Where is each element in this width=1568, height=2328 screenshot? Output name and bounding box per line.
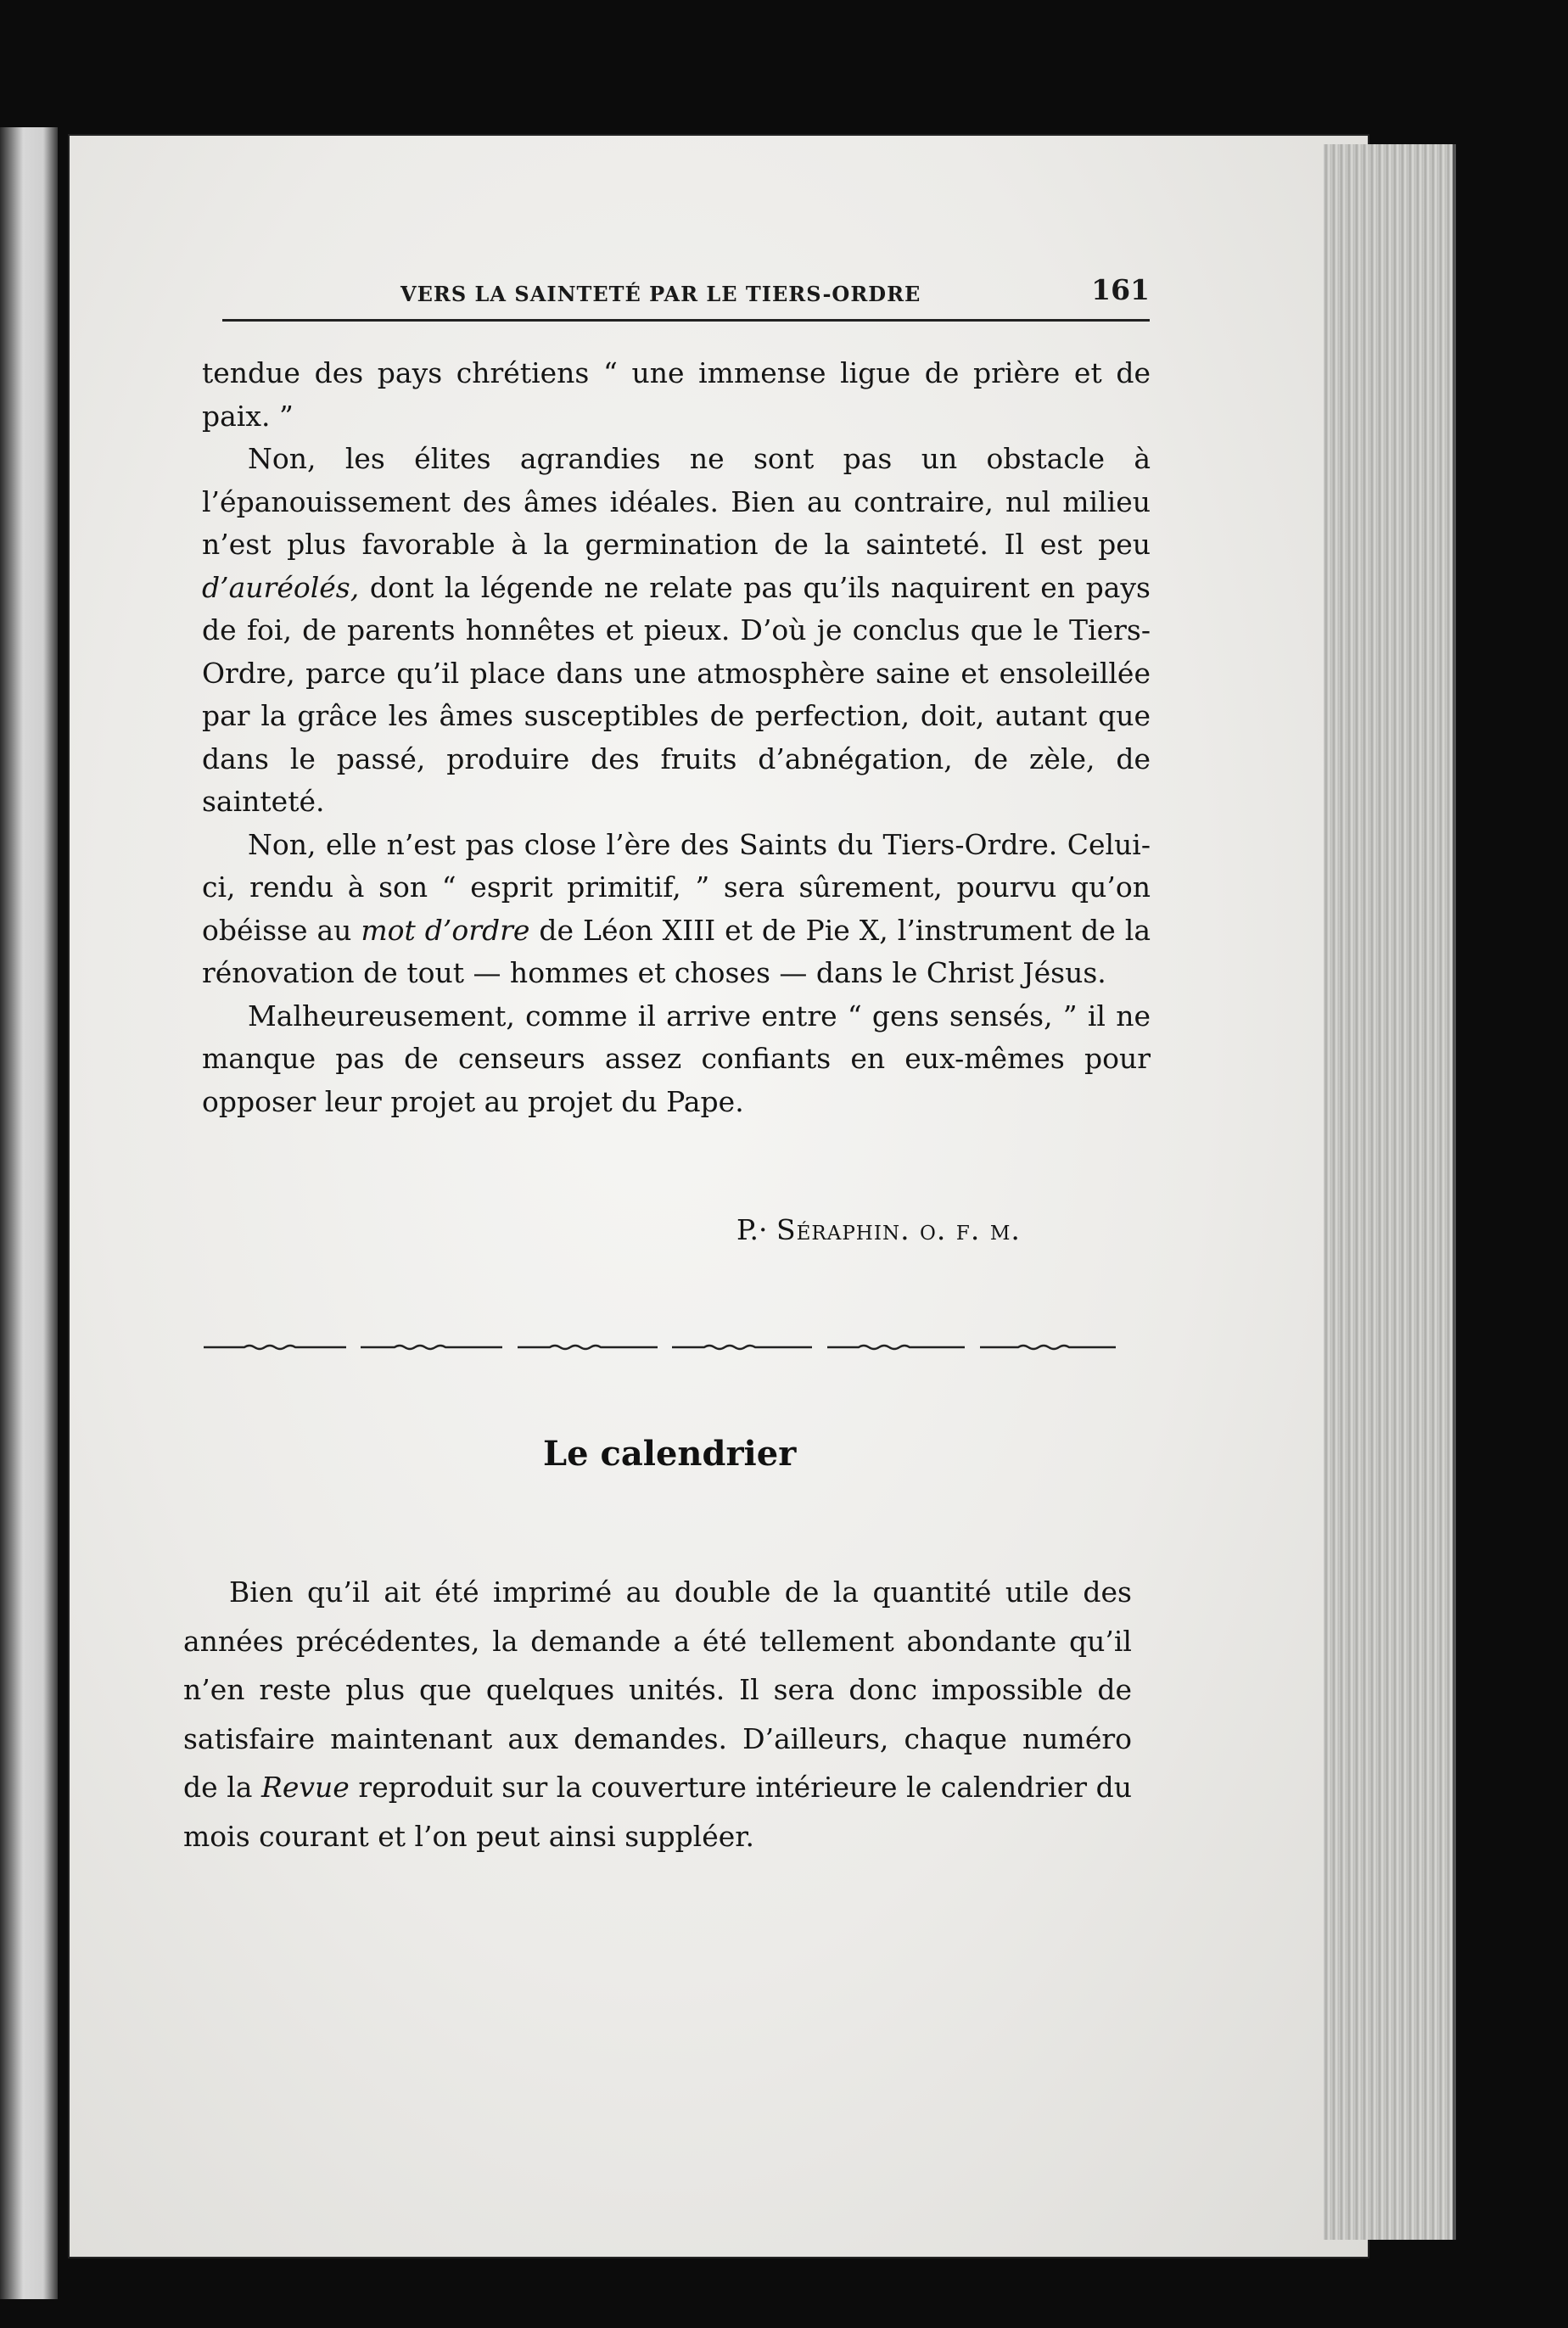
signature-order: o. f. m. <box>910 1213 1021 1246</box>
running-head: VERS LA SAINTETÉ PAR LE TIERS-ORDRE <box>400 282 921 306</box>
text-run: tendue des pays chrétiens “ une immense ligue de prière et de paix. ” <box>202 356 1151 433</box>
paragraph <box>202 438 1151 824</box>
text-run: Non, les élites agrandies ne sont pas un obstacle à l’épanouissement des âmes idéales. Bien au contraire, nul milieu n’est plus favorable à la germination de la sainteté. Il est peu <box>202 442 1151 561</box>
paragraph <box>202 995 1151 1124</box>
adjacent-page-edge <box>0 127 58 2299</box>
author-signature <box>736 1213 1021 1246</box>
header-rule <box>222 319 1150 322</box>
italic-run: d’auréolés, <box>202 570 360 604</box>
text-run: reproduit sur la couverture intérieure le calendrier du mois courant et l’on peut ainsi suppléer. <box>183 1771 1132 1853</box>
section-title: Le calendrier <box>543 1434 797 1474</box>
section-separator <box>204 1342 1116 1352</box>
paragraph <box>183 1568 1132 1861</box>
signature-name: Séraphin. <box>776 1213 910 1246</box>
signature-prefix: P.· <box>736 1213 776 1246</box>
page-stack-edges <box>1324 144 1456 2240</box>
article-body <box>202 352 1151 1123</box>
text-run: de Léon XIII et de Pie X, l’instrument de la rénovation de tout — hommes et choses — dans le Christ Jésus. <box>202 913 1151 989</box>
text-run: Malheureusement, comme il arrive entre “ gens sensés, ” il ne manque pas de censeurs assez confiants en eux-mêmes pour opposer leur projet au projet du Pape. <box>202 999 1151 1118</box>
paragraph <box>202 352 1151 438</box>
italic-run: mot d’ordre <box>361 913 530 947</box>
text-run: dont la légende ne relate pas qu’ils naquirent en pays de foi, de parents honnêtes et pieux. D’où je conclus que le Tiers-Ordre, parce qu’il place dans une atmosphère saine et ensoleillée par la grâce les âmes susceptibles de perfection, doit, autant que dans le passé, produire des fruits d’abnégation, de zèle, de sainteté. <box>202 570 1151 818</box>
page-header <box>222 273 1150 314</box>
text-run: Non, elle n’est pas close l’ère des Saints du Tiers-Ordre. Celui-ci, rendu à son “ esprit primitif, ” sera sûrement, pourvu qu’on obéisse au <box>202 827 1151 947</box>
text-run: Bien qu’il ait été imprimé au double de la quantité utile des années précédentes, la demande a été tellement abondante qu’il n’en reste plus que quelques unités. Il sera donc impossible de satisfaire maintenant aux demandes. D’ailleurs, chaque numéro de la <box>183 1575 1132 1804</box>
paragraph <box>202 824 1151 995</box>
page-number: 161 <box>1091 273 1150 306</box>
italic-run: Revue <box>261 1771 350 1804</box>
section-body <box>183 1568 1132 1861</box>
